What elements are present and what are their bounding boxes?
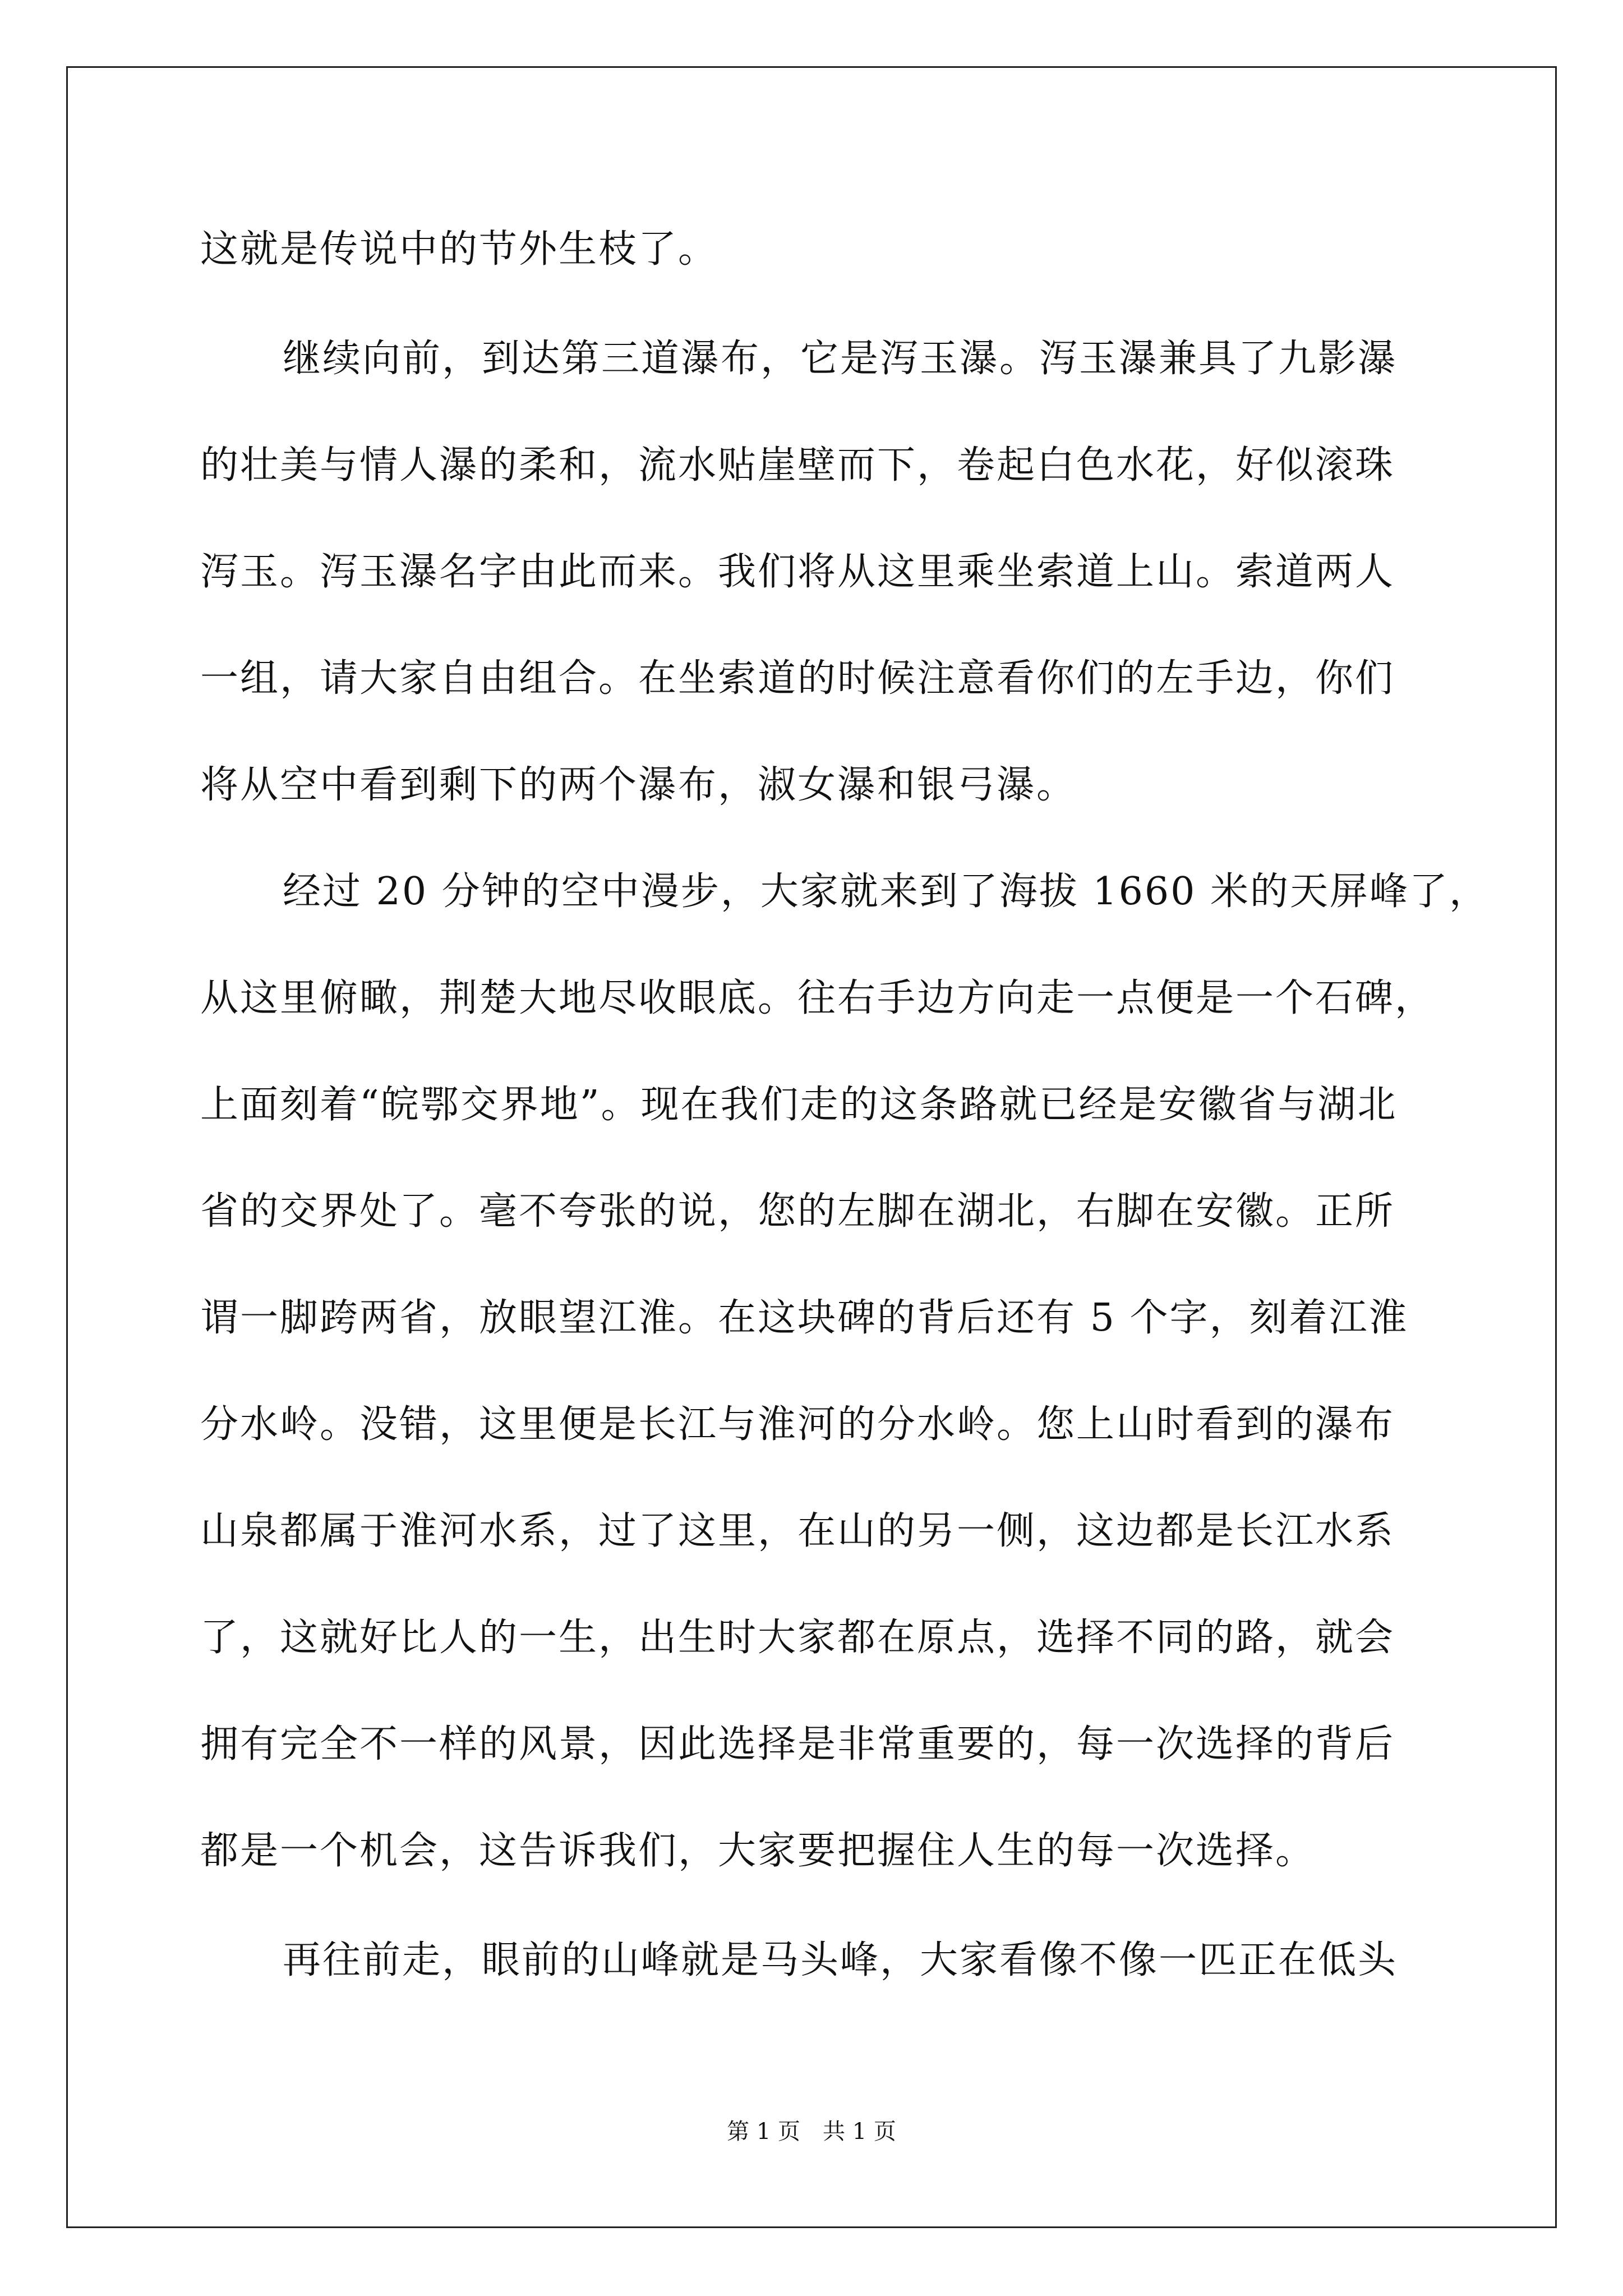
text-line: 拥有完全不一样的风景，因此选择是非常重要的，每一次选择的背后 bbox=[200, 1722, 1395, 1766]
text-line: 了，这就好比人的一生，出生时大家都在原点，选择不同的路，就会 bbox=[200, 1616, 1395, 1660]
paragraph-start-line: 经过 20 分钟的空中漫步，大家就来到了海拔 1660 米的天屏峰了， bbox=[283, 869, 1490, 914]
page-border bbox=[66, 66, 1557, 2228]
text-line: 分水岭。没错，这里便是长江与淮河的分水岭。您上山时看到的瀑布 bbox=[200, 1402, 1395, 1447]
text-line: 一组，请大家自由组合。在坐索道的时候注意看你们的左手边，你们 bbox=[200, 656, 1395, 701]
paragraph-start-line: 再往前走，眼前的山峰就是马头峰，大家看像不像一匹正在低头 bbox=[283, 1938, 1398, 1982]
paragraph-start-line: 继续向前，到达第三道瀑布，它是泻玉瀑。泻玉瀑兼具了九影瀑 bbox=[283, 337, 1398, 381]
text-line: 从这里俯瞰，荆楚大地尽收眼底。往右手边方向走一点便是一个石碑， bbox=[200, 976, 1435, 1020]
text-line: 泻玉。泻玉瀑名字由此而来。我们将从这里乘坐索道上山。索道两人 bbox=[200, 550, 1395, 594]
text-line: 上面刻着“皖鄂交界地”。现在我们走的这条路就已经是安徽省与湖北 bbox=[200, 1083, 1398, 1127]
page-total: 共 1 页 bbox=[823, 2119, 896, 2145]
page-footer bbox=[0, 2118, 1623, 2145]
text-line: 都是一个机会，这告诉我们，大家要把握住人生的每一次选择。 bbox=[200, 1829, 1316, 1873]
text-line: 谓一脚跨两省，放眼望江淮。在这块碑的背后还有 5 个字，刻着江淮 bbox=[200, 1296, 1409, 1340]
text-line: 的壮美与情人瀑的柔和，流水贴崖壁而下，卷起白色水花，好似滚珠 bbox=[200, 443, 1395, 487]
text-line: 这就是传说中的节外生枝了。 bbox=[200, 227, 718, 272]
text-line: 将从空中看到剩下的两个瀑布，淑女瀑和银弓瀑。 bbox=[200, 763, 1077, 807]
page-number: 第 1 页 bbox=[727, 2119, 800, 2145]
text-line: 山泉都属于淮河水系，过了这里，在山的另一侧，这边都是长江水系 bbox=[200, 1509, 1395, 1553]
text-line: 省的交界处了。毫不夸张的说，您的左脚在湖北，右脚在安徽。正所 bbox=[200, 1189, 1395, 1234]
